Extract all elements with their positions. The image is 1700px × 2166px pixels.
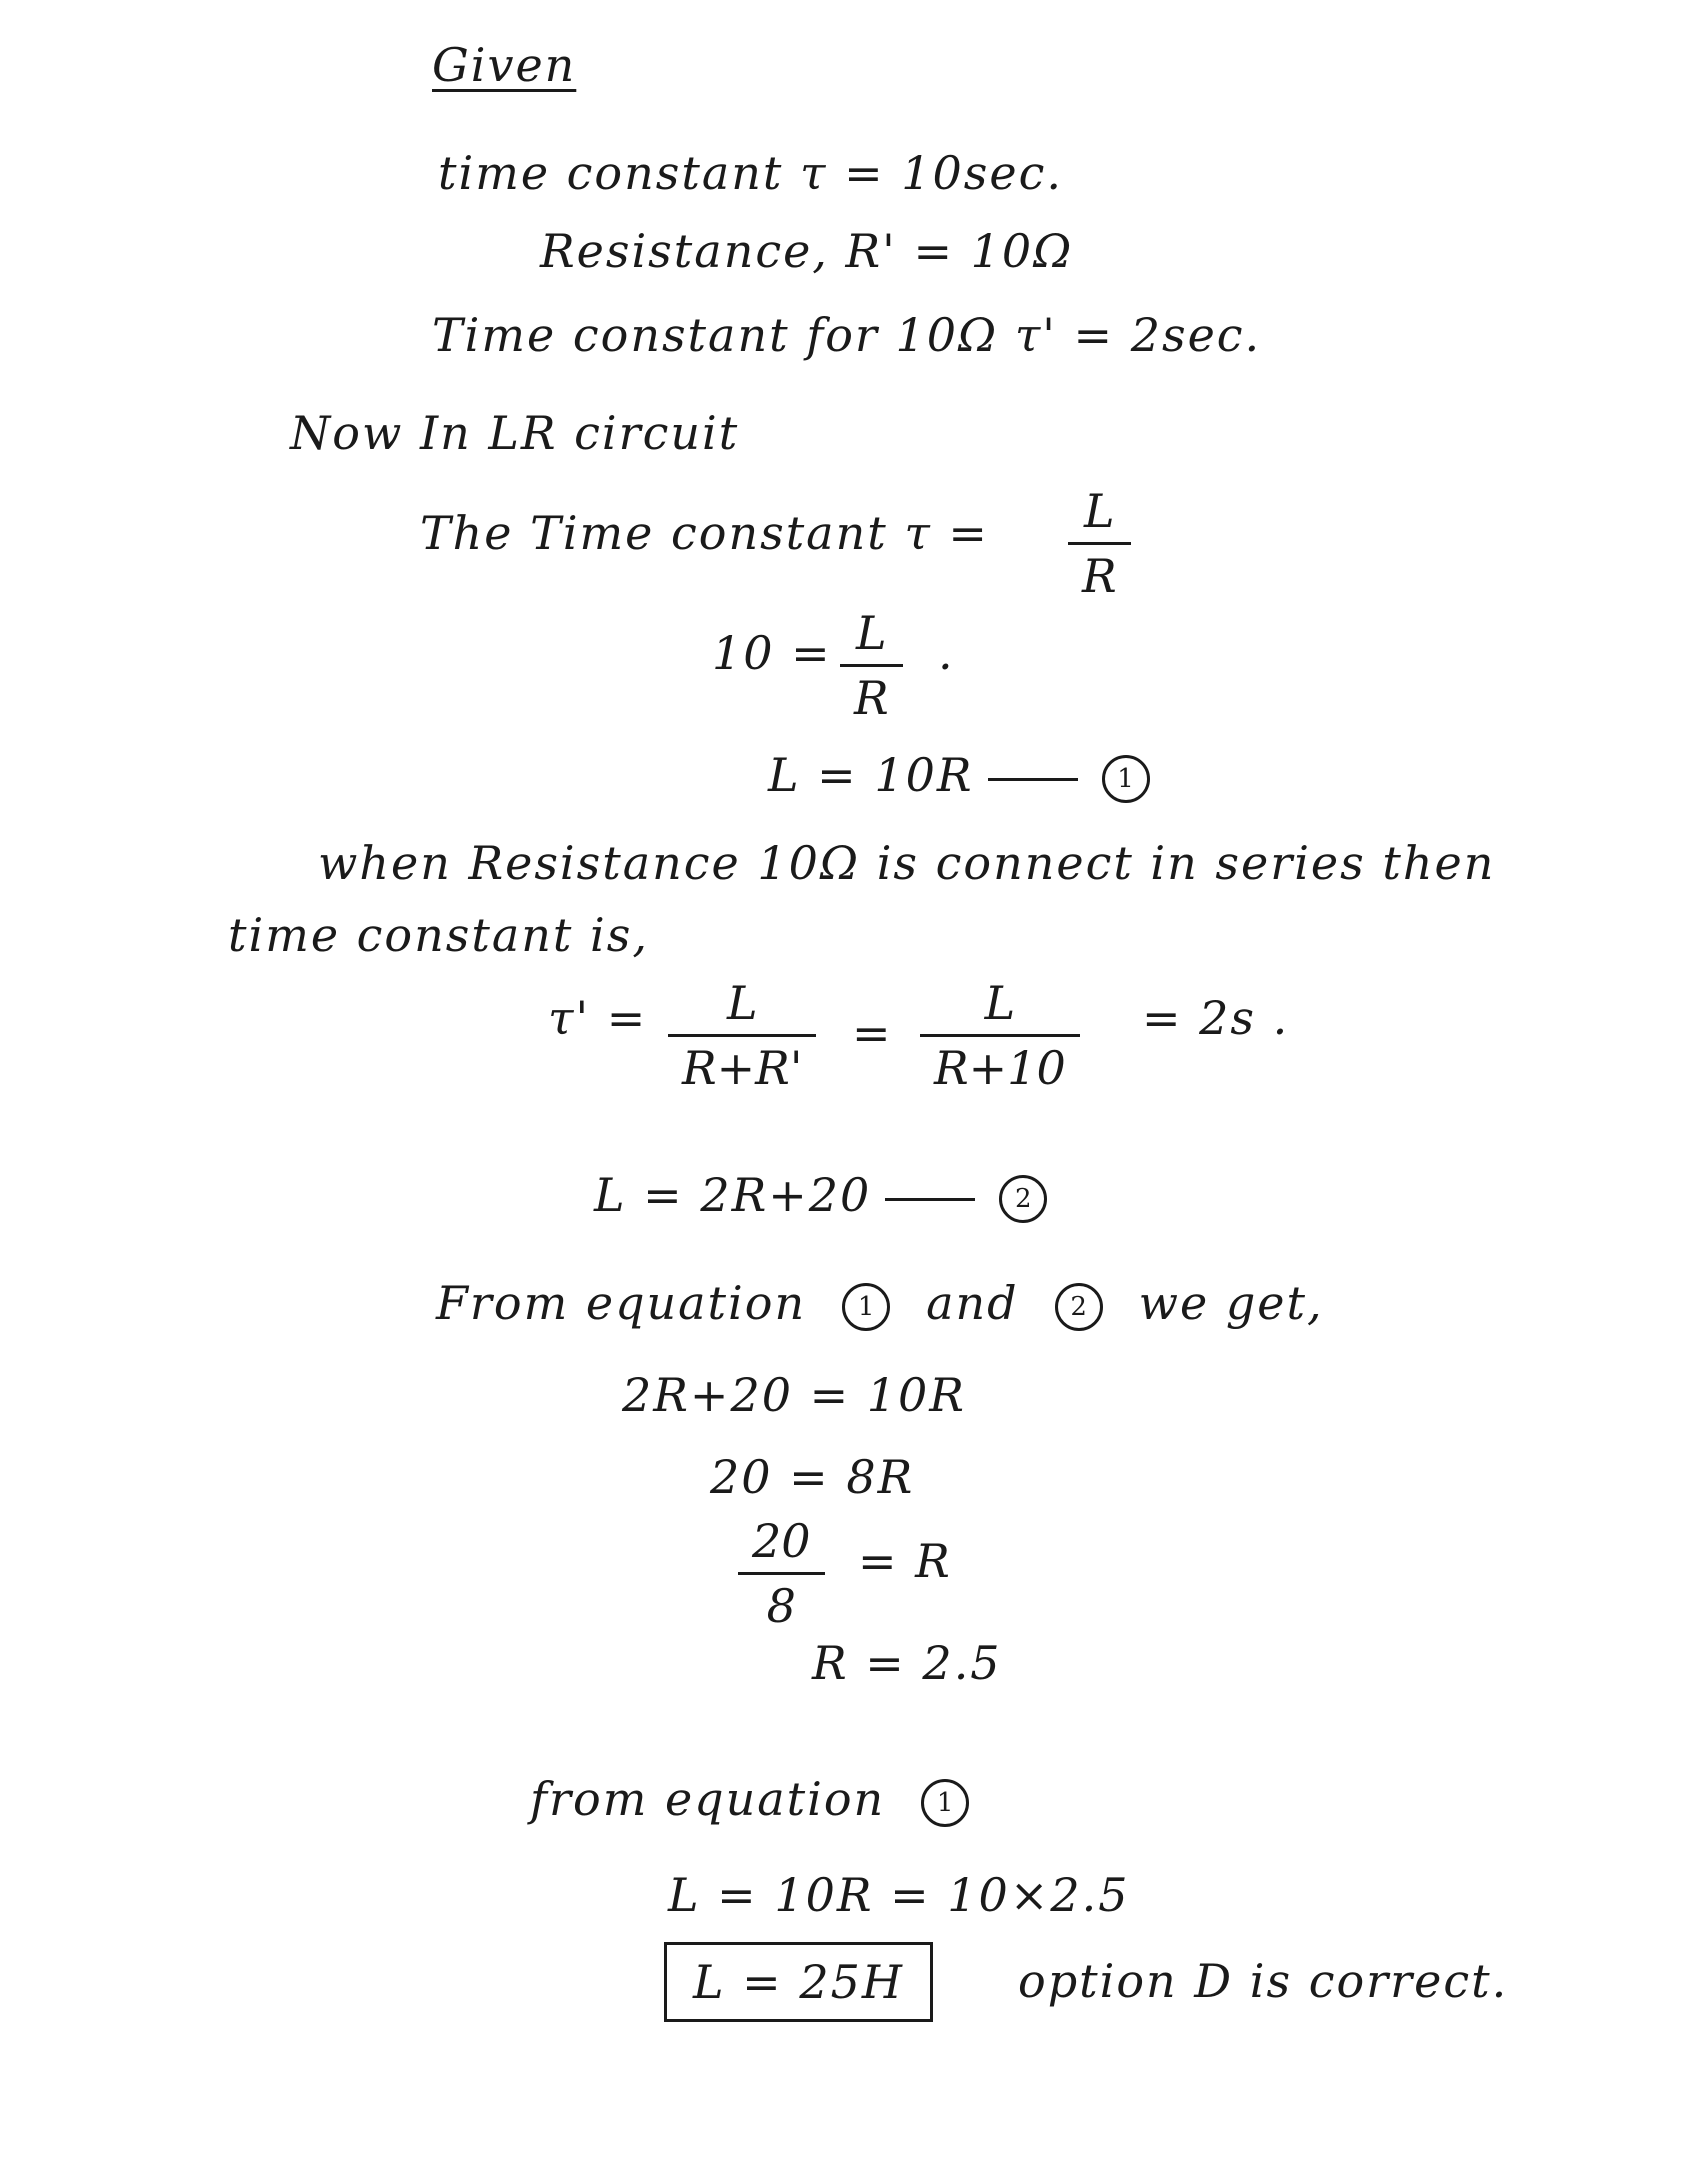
step-three-numerator: 20 bbox=[752, 1514, 811, 1568]
equation-one-tag: 1 bbox=[1102, 755, 1150, 803]
combine-we-get-text: we get, bbox=[1138, 1276, 1324, 1330]
tau-prime-fraction-two bbox=[920, 976, 1080, 1095]
fraction-bar bbox=[920, 1034, 1080, 1037]
step-two: 20 = 8R bbox=[710, 1450, 915, 1504]
given-text: Given bbox=[432, 38, 577, 92]
dash bbox=[885, 1198, 975, 1201]
tau-prime-numerator-one: L bbox=[726, 976, 758, 1030]
from-equation-one-tag: 1 bbox=[921, 1779, 969, 1827]
tau-prime-denominator-two: R+10 bbox=[934, 1041, 1066, 1095]
substitution-dot: . bbox=[938, 626, 955, 680]
lr-circuit-heading: Now In LR circuit bbox=[290, 406, 740, 460]
given-heading bbox=[432, 38, 577, 92]
step-three-fraction bbox=[738, 1514, 825, 1633]
combine-tag-two: 2 bbox=[1055, 1283, 1103, 1331]
equation-one bbox=[768, 748, 1160, 803]
combine-from-text: From equation bbox=[436, 1276, 807, 1330]
fraction-bar bbox=[1068, 542, 1131, 545]
final-answer-box: L = 25H bbox=[664, 1942, 933, 2022]
equation-substitution-fraction bbox=[840, 606, 903, 725]
resistance-given: Resistance, R' = 10Ω bbox=[540, 224, 1074, 278]
tau-prime-lhs: τ' = bbox=[548, 991, 648, 1045]
tau-prime-fraction-one bbox=[668, 976, 816, 1095]
step-three-denominator: 8 bbox=[766, 1579, 796, 1633]
time-constant-formula-label: The Time constant τ = bbox=[420, 506, 989, 560]
from-equation-one-text: from equation bbox=[530, 1772, 886, 1826]
fraction-bar bbox=[668, 1034, 816, 1037]
tau-prime-rhs: = 2s . bbox=[1142, 991, 1290, 1045]
equation-two-text: L = 2R+20 bbox=[594, 1168, 872, 1222]
equation-substitution-lhs: 10 = bbox=[712, 626, 832, 680]
step-four: R = 2.5 bbox=[812, 1636, 1002, 1690]
combine-tag-one: 1 bbox=[842, 1283, 890, 1331]
equation-two bbox=[594, 1168, 1057, 1223]
series-statement-line2: time constant is, bbox=[228, 908, 649, 962]
from-equation-one-line bbox=[530, 1772, 979, 1827]
combine-and-text: and bbox=[926, 1276, 1019, 1330]
time-constant-second: Time constant for 10Ω τ' = 2sec. bbox=[432, 308, 1262, 362]
fraction-bar bbox=[738, 1572, 825, 1575]
option-statement: option D is correct. bbox=[1018, 1954, 1509, 2008]
equation-two-tag: 2 bbox=[999, 1175, 1047, 1223]
tau-prime-equals: = bbox=[852, 1006, 893, 1060]
series-statement-line1: when Resistance 10Ω is connect in series then bbox=[318, 836, 1496, 890]
equation-one-text: L = 10R bbox=[768, 748, 974, 802]
substitution-denominator: R bbox=[854, 671, 889, 725]
tau-prime-numerator-two: L bbox=[984, 976, 1016, 1030]
dash bbox=[988, 778, 1078, 781]
time-constant-given: time constant τ = 10sec. bbox=[438, 146, 1063, 200]
combine-equations-line bbox=[436, 1276, 1324, 1331]
final-calculation: L = 10R = 10×2.5 bbox=[668, 1868, 1130, 1922]
substitution-numerator: L bbox=[856, 606, 887, 660]
step-one: 2R+20 = 10R bbox=[622, 1368, 966, 1422]
time-constant-numerator: L bbox=[1084, 484, 1115, 538]
time-constant-fraction bbox=[1068, 484, 1131, 603]
step-three-rhs: = R bbox=[858, 1534, 952, 1588]
tau-prime-denominator-one: R+R' bbox=[682, 1041, 803, 1095]
time-constant-denominator: R bbox=[1082, 549, 1117, 603]
fraction-bar bbox=[840, 664, 903, 667]
